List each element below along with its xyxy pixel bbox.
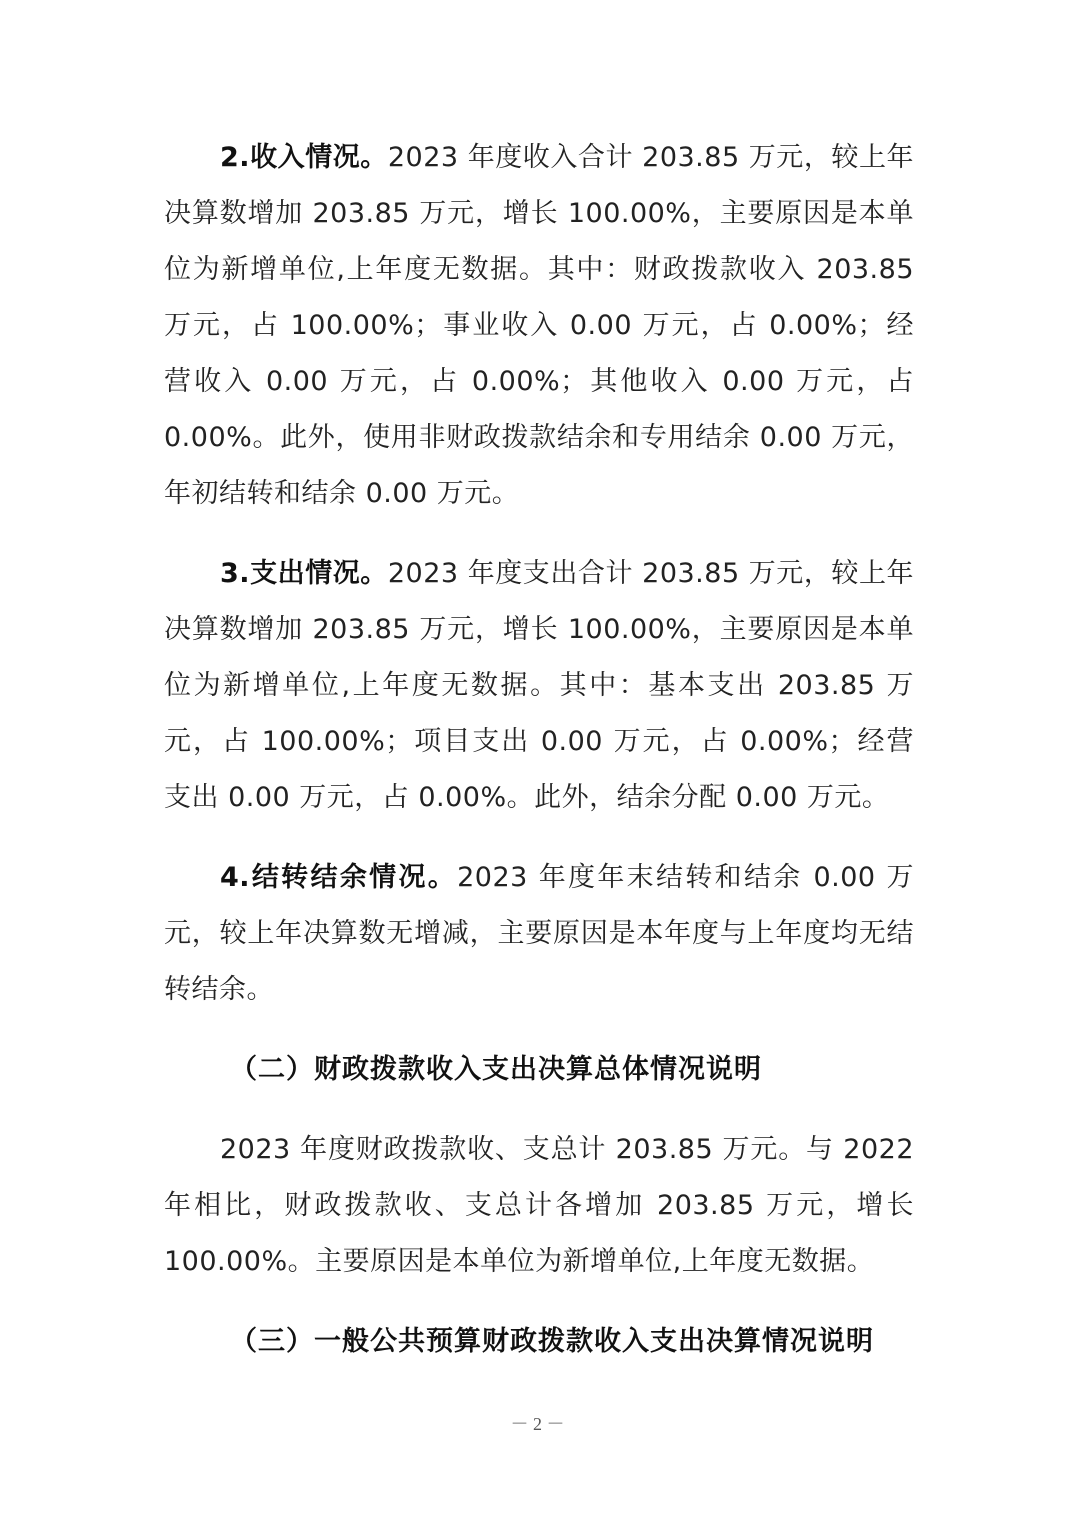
income-lead: 2.收入情况。 <box>220 142 388 173</box>
expenditure-paragraph <box>164 546 914 826</box>
document-body <box>164 130 914 1394</box>
income-paragraph <box>164 130 914 522</box>
income-text: 2023 年度收入合计 203.85 万元，较上年决算数增加 203.85 万元，增长 100.00%，主要原因是本单位为新增单位,上年度无数据。其中：财政拨款收入 203.85 万元，占 100.00%；事业收入 0.00 万元，占 0.00%；经营收入 0.00 万元，占 0.00%；其他收入 0.00 万元，占 0.00%。此外，使用非财政拨款结余和专用结余 0.00 万元，年初结转和结余 0.00 万元。 <box>164 142 915 509</box>
page-number: － 2 － <box>510 1414 565 1434</box>
section-heading-two: （二）财政拨款收入支出决算总体情况说明 <box>230 1054 762 1085</box>
section-heading-three: （三）一般公共预算财政拨款收入支出决算情况说明 <box>230 1326 874 1357</box>
expenditure-text: 2023 年度支出合计 203.85 万元，较上年决算数增加 203.85 万元，增长 100.00%，主要原因是本单位为新增单位,上年度无数据。其中：基本支出 203.85 万元，占 100.00%；项目支出 0.00 万元，占 0.00%；经营支出 0.00 万元，占 0.00%。此外，结余分配 0.00 万元。 <box>164 558 915 813</box>
carryover-text: 2023 年度年末结转和结余 0.00 万元，较上年决算数无增减，主要原因是本年度与上年度均无结转结余。 <box>164 862 914 1005</box>
overall-paragraph <box>164 1122 914 1290</box>
carryover-paragraph <box>164 850 914 1018</box>
carryover-lead: 4.结转结余情况。 <box>220 862 458 893</box>
expenditure-lead: 3.支出情况。 <box>220 558 388 589</box>
overall-text: 2023 年度财政拨款收、支总计 203.85 万元。与 2022 年相比，财政拨款收、支总计各增加 203.85 万元，增长 100.00%。主要原因是本单位为新增单位,上年度无数据。 <box>164 1134 914 1277</box>
